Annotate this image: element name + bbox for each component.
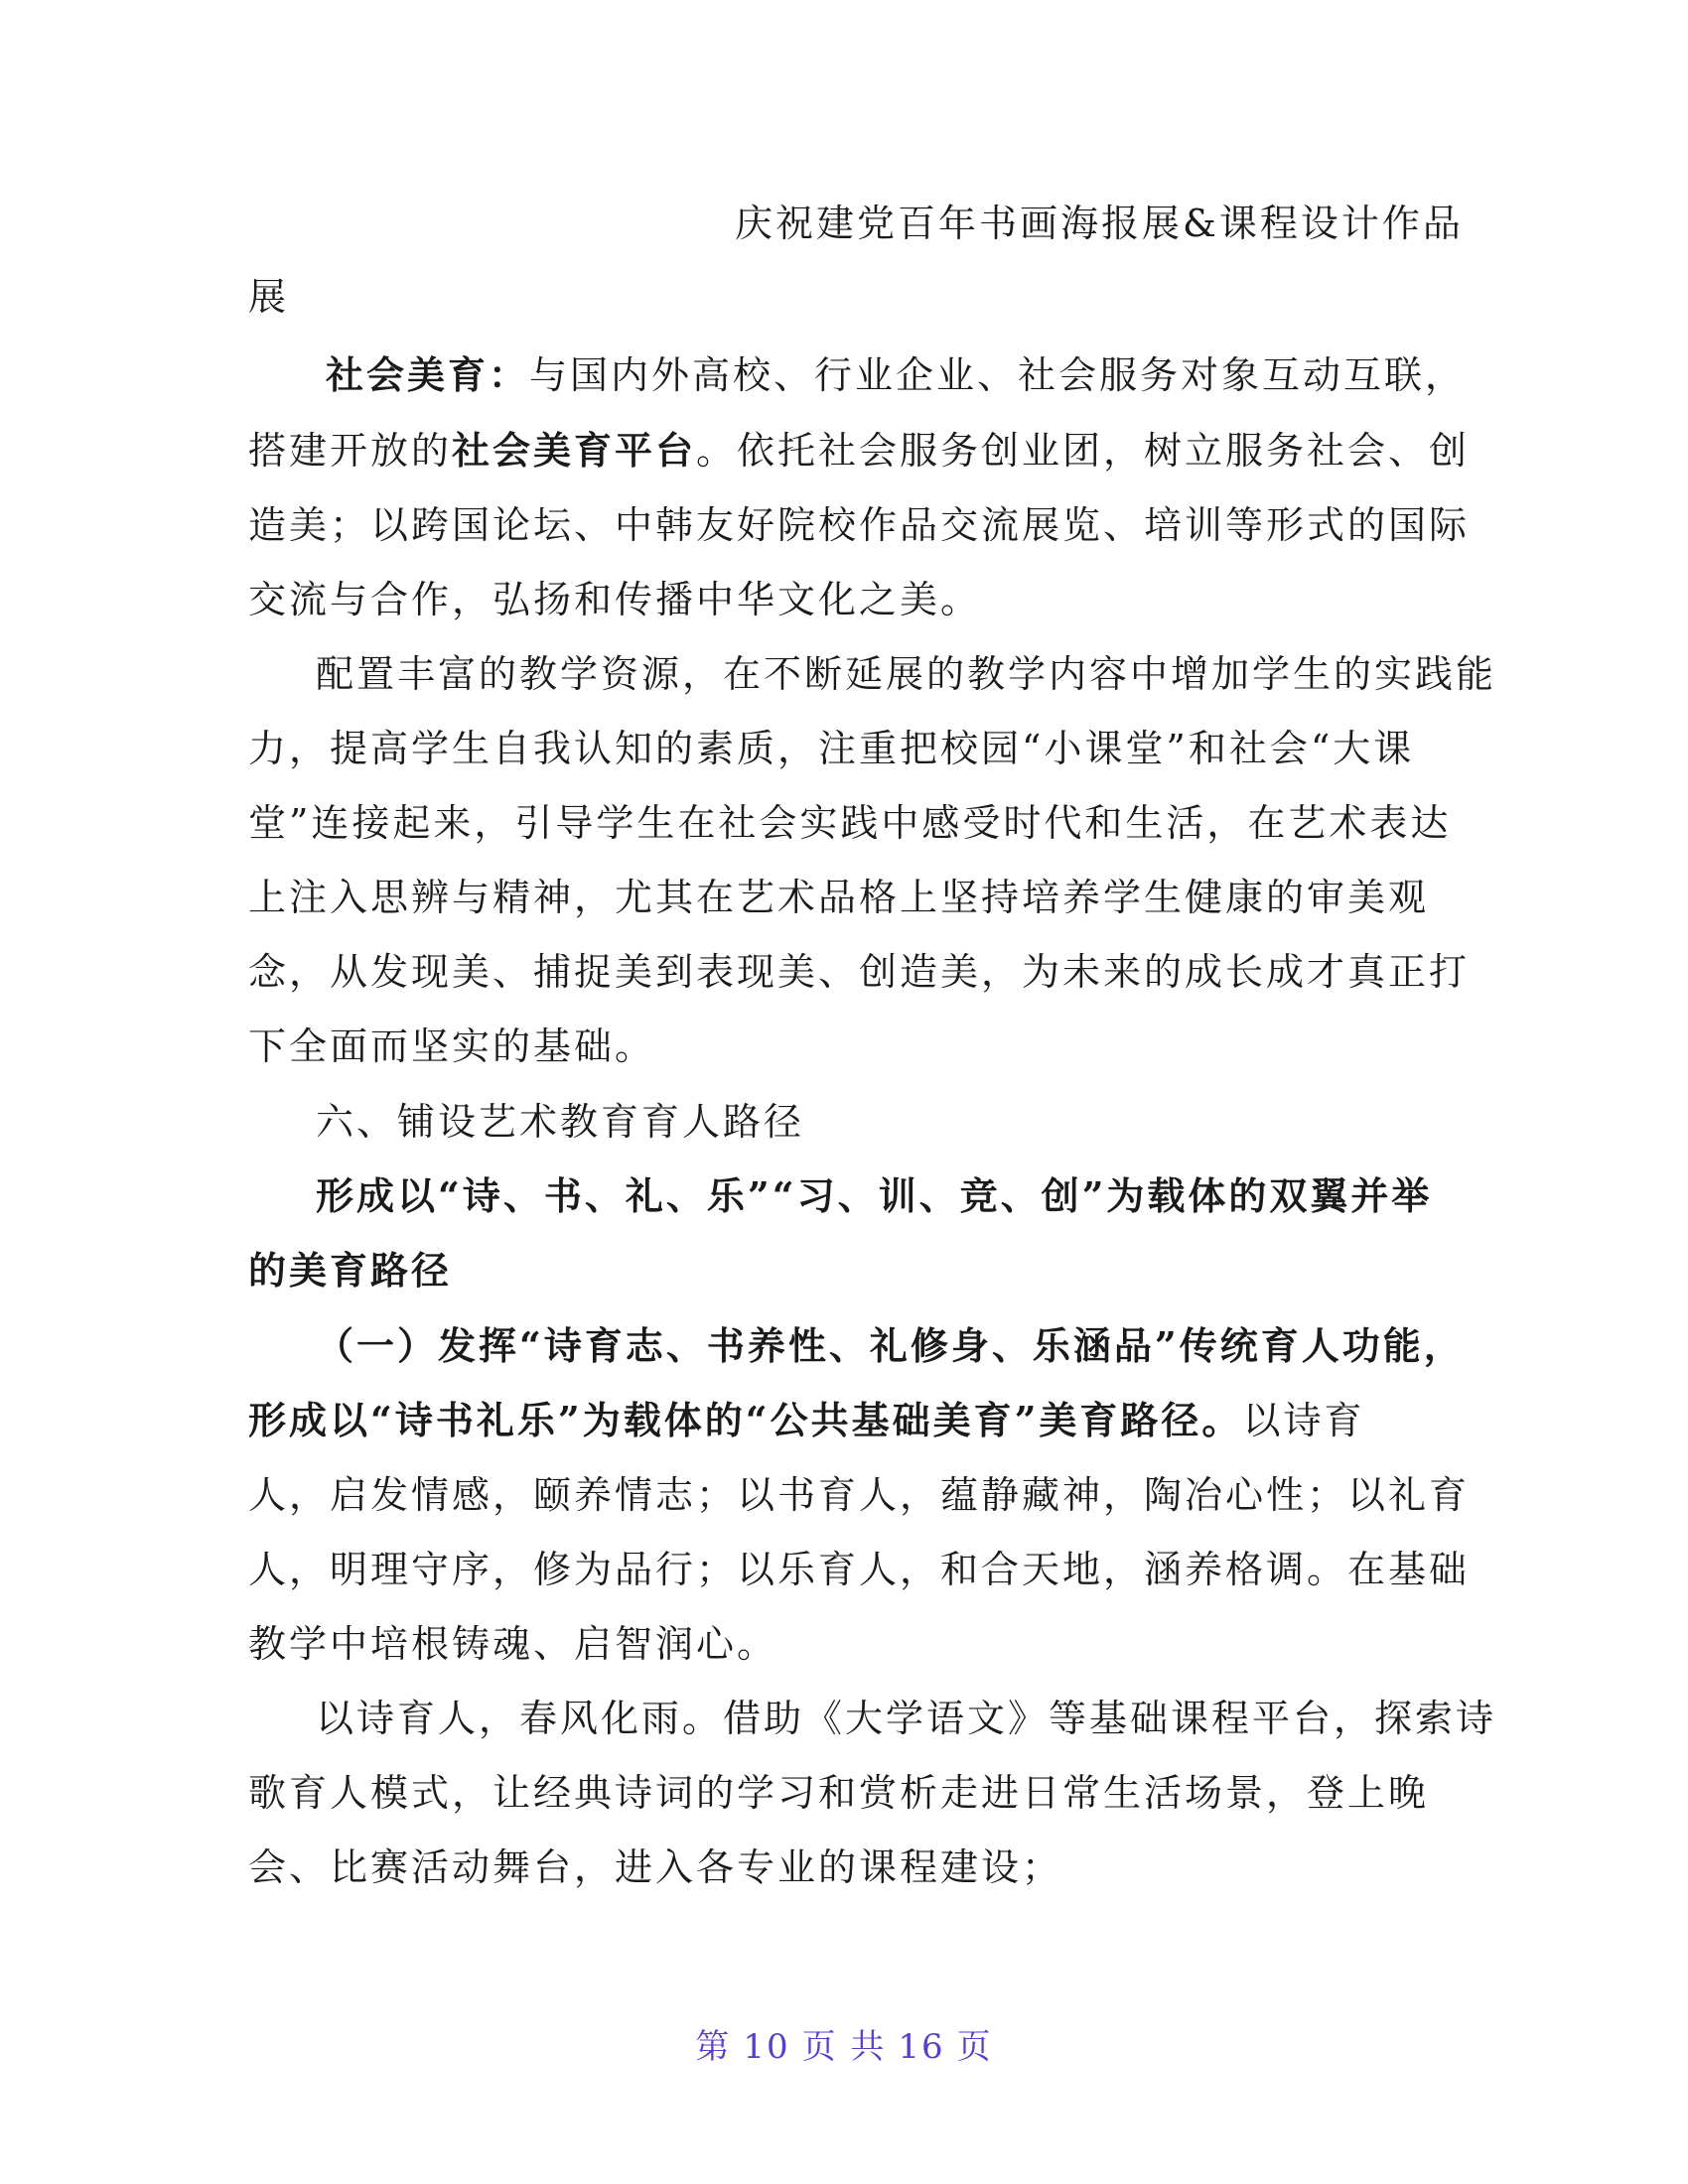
- resources-line-2: 力，提高学生自我认知的素质，注重把校园“小课堂”和社会“大课: [248, 727, 1415, 770]
- point-one-line-4: 人，明理守序，修为品行；以乐育人，和合天地，涵养格调。在基础: [248, 1548, 1471, 1591]
- social-aesthetic-line-2-pre: 搭建开放的: [248, 429, 453, 473]
- footer-prefix: 第: [695, 2027, 732, 2067]
- social-aesthetic-colon: ：: [489, 352, 530, 397]
- social-aesthetic-line-4: 交流与合作，弘扬和传播中华文化之美。: [248, 578, 982, 621]
- point-one-line-2-normal: 以诗育: [1242, 1399, 1365, 1442]
- resources-line-1: 配置丰富的教学资源，在不断延展的教学内容中增加学生的实践能: [316, 652, 1497, 696]
- section-six-heading: 六、铺设艺术教育育人路径: [316, 1100, 805, 1144]
- point-one-line-2-bold: 形成以“诗书礼乐”为载体的“公共基础美育”美育路径。: [248, 1398, 1243, 1442]
- point-one-line-3: 人，启发情感，颐养情志；以书育人，蕴静藏神，陶冶心性；以礼育: [248, 1473, 1471, 1517]
- caption-line-2: 展: [248, 275, 290, 319]
- section-six-sub-line-1: 形成以“诗、书、礼、乐”“习、训、竞、创”为载体的双翼并举: [316, 1173, 1433, 1218]
- social-aesthetic-line-3: 造美；以跨国论坛、中韩友好院校作品交流展览、培训等形式的国际: [248, 503, 1471, 547]
- footer-total-pages: 16: [898, 2027, 945, 2067]
- section-six-sub-line-2: 的美育路径: [248, 1248, 453, 1293]
- poetry-line-3: 会、比赛活动舞台，进入各专业的课程建设；: [248, 1845, 1063, 1889]
- point-one-line-1: （一）发挥“诗育志、书养性、礼修身、乐涵品”传统育人功能，: [316, 1323, 1465, 1368]
- poetry-line-1: 以诗育人，春风化雨。借助《大学语文》等基础课程平台，探索诗: [316, 1697, 1497, 1740]
- resources-line-4: 上注入思辨与精神，尤其在艺术品格上坚持培养学生健康的审美观: [248, 876, 1430, 919]
- caption-line-1: 庆祝建党百年书画海报展&课程设计作品: [735, 202, 1464, 245]
- point-one-line-5: 教学中培根铸魂、启智润心。: [248, 1622, 778, 1666]
- social-aesthetic-line-1-rest: 与国内外高校、行业企业、社会服务对象互动互联，: [529, 353, 1467, 397]
- footer-middle: 页 共: [801, 2027, 887, 2067]
- resources-line-6: 下全面而坚实的基础。: [248, 1024, 656, 1068]
- point-one-line-2: [248, 1397, 1364, 1444]
- resources-line-3: 堂”连接起来，引导学生在社会实践中感受时代和生活，在艺术表达: [248, 801, 1452, 845]
- social-aesthetic-platform: 社会美育平台: [452, 428, 697, 473]
- social-aesthetic-line-2: [248, 427, 1470, 475]
- resources-line-5: 念，从发现美、捕捉美到表现美、创造美，为未来的成长成才真正打: [248, 950, 1471, 994]
- page-footer: [0, 2025, 1688, 2069]
- poetry-line-2: 歌育人模式，让经典诗词的学习和赏析走进日常生活场景，登上晚: [248, 1771, 1430, 1815]
- social-aesthetic-line-2-post: 。依托社会服务创业团，树立服务社会、创: [696, 429, 1471, 473]
- social-aesthetic-term: 社会美育: [326, 352, 490, 397]
- footer-current-page: 10: [743, 2027, 790, 2067]
- social-aesthetic-line-1: [326, 351, 1466, 399]
- footer-suffix: 页: [956, 2027, 993, 2067]
